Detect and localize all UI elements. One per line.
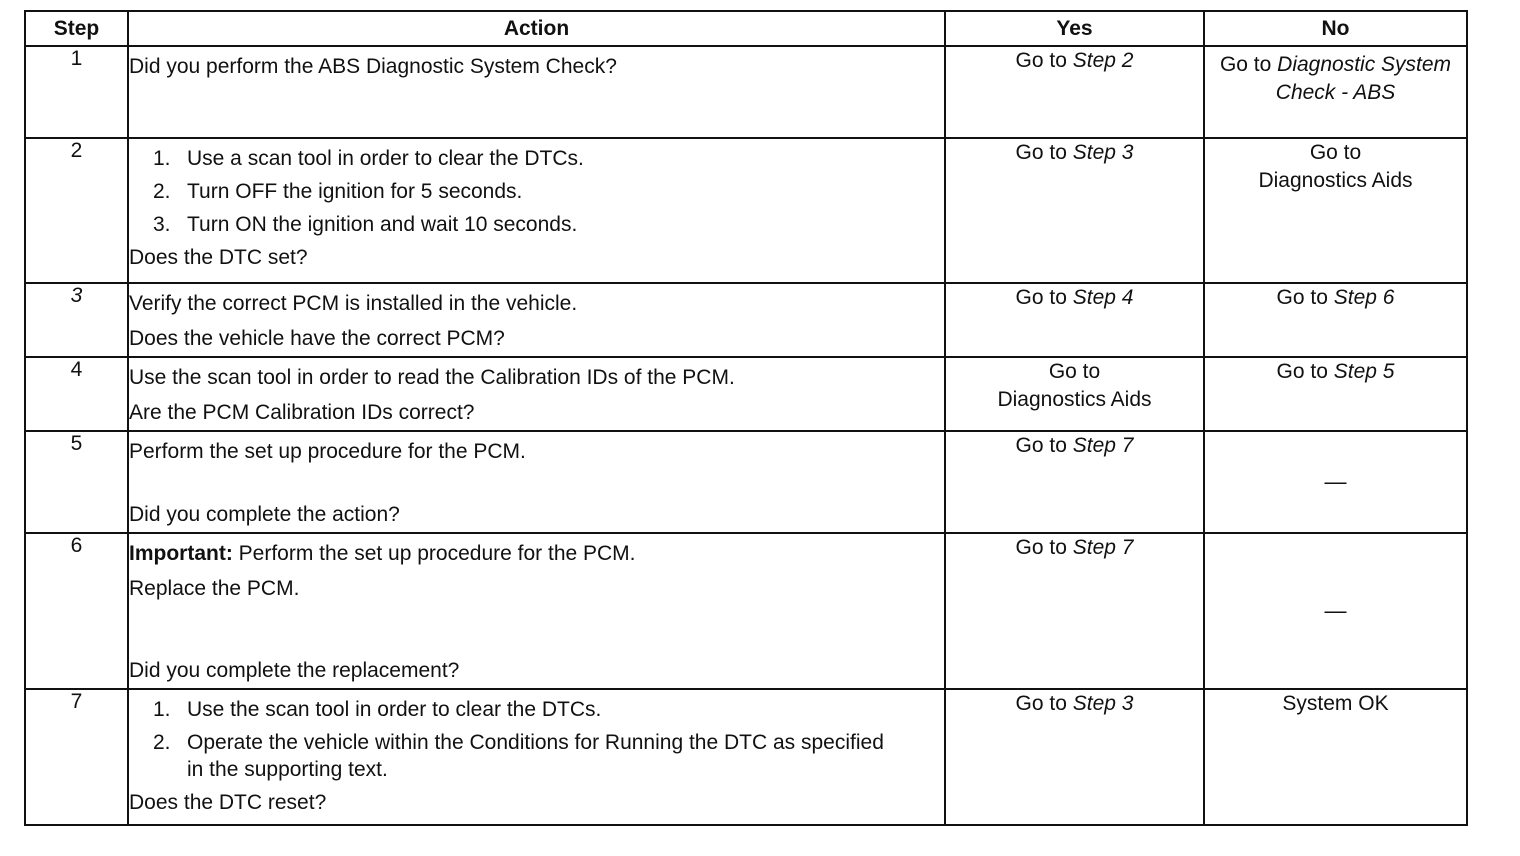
no-cell <box>1204 533 1467 689</box>
action-text: Perform the set up procedure for the PCM. <box>129 440 526 463</box>
action-question: Does the DTC reset? <box>129 791 327 814</box>
action-cell <box>128 46 945 138</box>
action-cell <box>128 533 945 689</box>
yes-step-link[interactable]: Step 4 <box>1072 286 1134 309</box>
action-cell <box>128 138 945 283</box>
no-link[interactable]: Step 5 <box>1333 360 1395 383</box>
table-row <box>25 689 1467 825</box>
step-number: 4 <box>25 357 128 431</box>
yes-prefix: Go to <box>1015 536 1067 559</box>
action-question: Did you complete the replacement? <box>129 659 460 682</box>
action-cell <box>128 689 945 825</box>
no-prefix: Go to <box>1219 53 1272 76</box>
yes-link[interactable]: Diagnostics Aids <box>997 388 1152 411</box>
action-steps-list <box>129 696 944 783</box>
step-number: 2 <box>25 138 128 283</box>
yes-prefix: Go to <box>1015 692 1067 715</box>
important-label: Important: <box>129 542 233 565</box>
table-row <box>25 533 1467 689</box>
yes-cell <box>945 283 1204 357</box>
table-row <box>25 357 1467 431</box>
yes-cell <box>945 357 1204 431</box>
yes-step-link[interactable]: Step 7 <box>1072 434 1134 457</box>
no-dash: — <box>1324 469 1347 494</box>
yes-cell <box>945 46 1204 138</box>
header-no: No <box>1204 11 1467 46</box>
action-steps-list <box>129 145 944 238</box>
list-item: 2. Turn OFF the ignition for 5 seconds. <box>153 180 523 203</box>
step-number: 1 <box>25 46 128 138</box>
step-number: 6 <box>25 533 128 689</box>
table-row <box>25 283 1467 357</box>
no-link[interactable]: Diagnostics Aids <box>1258 169 1413 192</box>
header-row <box>25 11 1467 46</box>
list-item: 1. Use the scan tool in order to clear the DTCs. <box>153 698 602 721</box>
list-item: 2. Operate the vehicle within the Conditions for Running the DTC as specified in the supporting text. <box>153 731 884 781</box>
yes-cell <box>945 138 1204 283</box>
no-cell <box>1204 46 1467 138</box>
action-cell <box>128 283 945 357</box>
header-step: Step <box>25 11 128 46</box>
no-link[interactable]: Diagnostic System Check - ABS <box>1275 53 1452 104</box>
action-text: Did you perform the ABS Diagnostic System Check? <box>129 55 617 78</box>
yes-step-link[interactable]: Step 7 <box>1072 536 1134 559</box>
yes-cell <box>945 689 1204 825</box>
yes-prefix: Go to <box>1015 49 1067 72</box>
header-action: Action <box>128 11 945 46</box>
important-text: Perform the set up procedure for the PCM. <box>232 542 636 565</box>
action-text: Replace the PCM. <box>129 577 300 600</box>
step-number: 5 <box>25 431 128 533</box>
important-note <box>129 534 944 567</box>
action-cell <box>128 431 945 533</box>
action-question: Does the DTC set? <box>129 246 308 269</box>
action-question: Does the vehicle have the correct PCM? <box>129 327 505 350</box>
action-question: Did you complete the action? <box>129 503 400 526</box>
yes-prefix: Go to <box>1015 141 1067 164</box>
list-item: 3. Turn ON the ignition and wait 10 seconds. <box>153 213 578 236</box>
no-cell <box>1204 283 1467 357</box>
action-cell <box>128 357 945 431</box>
yes-prefix: Go to <box>1015 286 1067 309</box>
no-prefix: Go to <box>1276 360 1328 383</box>
action-question: Are the PCM Calibration IDs correct? <box>129 401 475 424</box>
action-text: Use the scan tool in order to read the Calibration IDs of the PCM. <box>129 366 735 389</box>
yes-prefix: Go to <box>1015 434 1067 457</box>
no-cell <box>1204 689 1467 825</box>
no-dash: — <box>1324 598 1347 623</box>
table-row <box>25 46 1467 138</box>
step-number: 3 <box>25 283 128 357</box>
table-row <box>25 138 1467 283</box>
yes-step-link[interactable]: Step 3 <box>1072 692 1134 715</box>
no-prefix: Go to <box>1276 286 1328 309</box>
yes-line-1: Go to <box>1048 360 1101 383</box>
no-link[interactable]: Step 6 <box>1333 286 1395 309</box>
table-row <box>25 431 1467 533</box>
list-item: 1. Use a scan tool in order to clear the DTCs. <box>153 147 584 170</box>
action-text: Verify the correct PCM is installed in the vehicle. <box>129 292 578 315</box>
yes-step-link[interactable]: Step 3 <box>1072 141 1134 164</box>
no-result: System OK <box>1282 692 1389 715</box>
diagnostic-table <box>24 10 1468 826</box>
header-yes: Yes <box>945 11 1204 46</box>
no-cell <box>1204 138 1467 283</box>
yes-cell <box>945 431 1204 533</box>
no-line-1: Go to <box>1309 141 1362 164</box>
step-number: 7 <box>25 689 128 825</box>
no-cell <box>1204 431 1467 533</box>
no-cell <box>1204 357 1467 431</box>
yes-step-link[interactable]: Step 2 <box>1072 49 1134 72</box>
yes-cell <box>945 533 1204 689</box>
